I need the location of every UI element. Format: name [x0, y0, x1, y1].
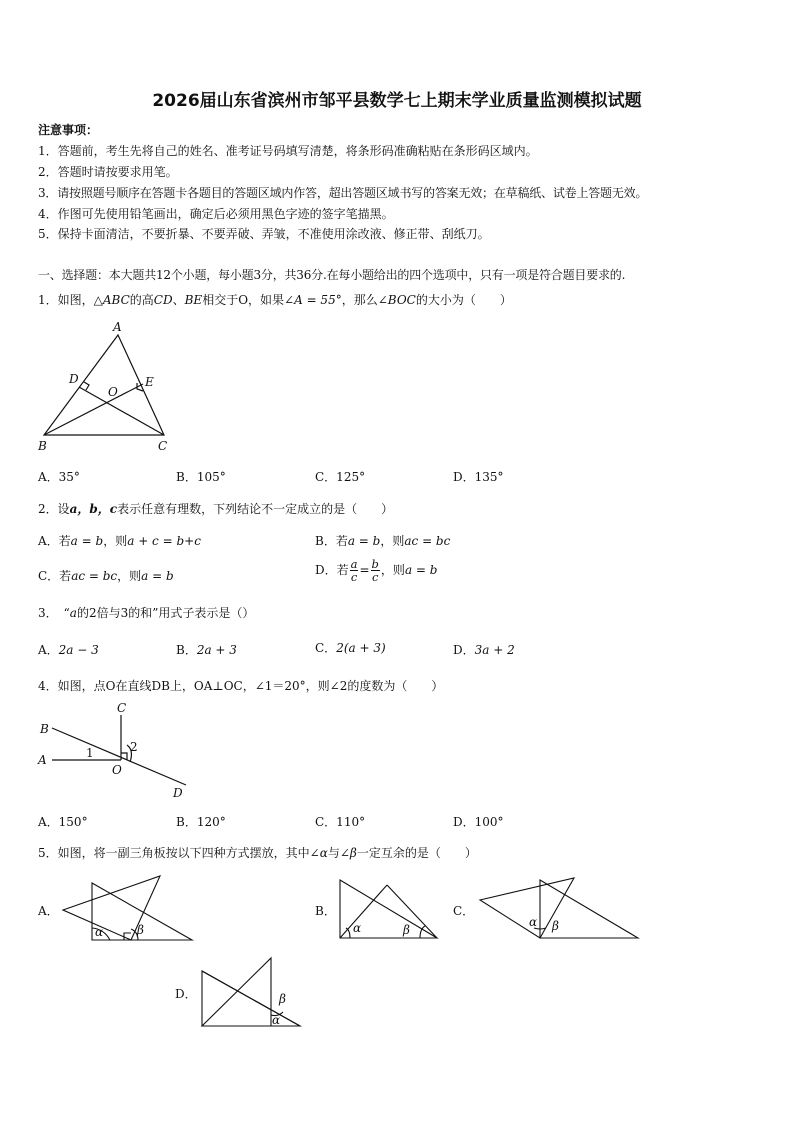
q5b-beta: β: [403, 923, 410, 937]
option-expr: 2(a + 3): [336, 641, 386, 655]
q2-text: 2．设: [38, 502, 70, 516]
q5c-alpha: α: [529, 915, 538, 929]
q4-label-o: O: [112, 763, 122, 777]
q1-text: ，那么: [341, 293, 378, 307]
q5-figure-a: [63, 876, 192, 940]
q1-text: 的高: [129, 293, 154, 307]
question-4-stem: 4．如图，点O在直线DB上，OA⊥OC，∠1＝20°，则∠2的度数为（ ）: [38, 679, 444, 693]
option-label: A．: [38, 643, 59, 657]
fraction-denominator: c: [350, 570, 358, 585]
q2-math: a = b: [141, 569, 174, 583]
q1-math: ∠A = 55°: [284, 293, 342, 307]
q1-text: 、: [172, 293, 185, 307]
q2-text: ，则: [103, 534, 128, 548]
notice-item: 1．答题前，考生先将自己的姓名、准考证号码填写清楚，将条形码准确粘贴在条形码区域内。: [38, 144, 538, 158]
q1-label-a: A: [113, 320, 122, 334]
q1-option-a[interactable]: A．35°: [38, 470, 80, 484]
option-expr: 2a − 3: [58, 643, 99, 657]
option-label: C．: [315, 641, 337, 655]
q1-math: △ABC: [93, 293, 130, 307]
q4-option-a[interactable]: A．150°: [38, 815, 88, 829]
q5-option-b[interactable]: B．: [315, 904, 336, 918]
q5-text: 与: [327, 846, 340, 860]
q4-label-c: C: [117, 701, 127, 715]
notice-item: 2．答题时请按要求用笔。: [38, 165, 178, 179]
q2-math: a = b: [70, 534, 104, 548]
q1-math: ∠BOC: [377, 293, 416, 307]
option-label: D．: [453, 643, 475, 657]
q4-label-2: 2: [130, 740, 138, 754]
q5d-alpha: α: [272, 1013, 281, 1027]
q1-option-d[interactable]: D．135°: [453, 470, 504, 484]
q2-math: =: [359, 563, 370, 578]
q4-option-c[interactable]: C．110°: [315, 815, 366, 829]
q4-label-1: 1: [86, 746, 94, 760]
q2-text: ，则: [117, 569, 142, 583]
notice-item: 4．作图可先使用铅笔画出，确定后必须用黑色字迹的签字笔描黑。: [38, 207, 394, 221]
q1-label-o: O: [108, 385, 118, 399]
option-expr: 3a + 2: [474, 643, 515, 657]
q4-label-b: B: [40, 722, 49, 736]
q1-option-b[interactable]: B．105°: [176, 470, 226, 484]
q2-text: ，则: [380, 534, 405, 548]
q1-math: CD: [153, 293, 173, 307]
q5c-beta: β: [552, 919, 559, 933]
q1-label-b: B: [38, 439, 47, 453]
q1-option-c[interactable]: C．125°: [315, 470, 366, 484]
q4-label-a: A: [38, 753, 47, 767]
q2-math: ac = bc: [71, 569, 118, 583]
q2-math: a = b: [347, 534, 381, 548]
fraction-numerator: a: [350, 557, 358, 571]
q1-label-c: C: [158, 439, 168, 453]
q4-option-d[interactable]: D．100°: [453, 815, 504, 829]
q2-math: a + c = b+c: [127, 534, 201, 548]
q3-text: 3． “: [38, 606, 70, 620]
q2-text: ，则: [380, 563, 405, 578]
q1-text: 相交于O，如果: [202, 293, 285, 307]
option-label: B．: [176, 643, 197, 657]
q5-option-c[interactable]: C．: [453, 904, 475, 918]
q1-label-e: E: [145, 375, 154, 389]
q1-text: 1．如图，: [38, 293, 94, 307]
q5-math: ∠α: [309, 846, 328, 860]
q5b-alpha: α: [353, 921, 362, 935]
q5a-alpha: α: [95, 925, 104, 939]
q5d-beta: β: [279, 992, 286, 1006]
q1-math: BE: [184, 293, 203, 307]
q2-text: D．若: [315, 563, 349, 578]
q2-math: ac = bc: [404, 534, 451, 548]
q2-text: B．若: [315, 534, 348, 548]
q2-math: a = b: [404, 563, 438, 578]
q5-math: ∠β: [339, 846, 357, 860]
fraction-numerator: b: [371, 557, 379, 571]
q5-figure-c: [480, 878, 638, 938]
q4-option-b[interactable]: B．120°: [176, 815, 226, 829]
section-heading: 一、选择题：本大题共12个小题，每小题3分，共36分.在每小题给出的四个选项中，只有一项是符合题目要求的.: [38, 268, 626, 282]
q5-text: 一定互余的是（ ）: [356, 846, 477, 860]
q5a-beta: β: [137, 923, 144, 937]
q4-label-d: D: [173, 786, 183, 800]
q2-text: 表示任意有理数，下列结论不一定成立的是（ ）: [117, 502, 394, 516]
q2-math: a，b，c: [69, 502, 118, 516]
q1-label-d: D: [69, 372, 79, 386]
q5-text: 5．如图，将一副三角板按以下四种方式摆放，其中: [38, 846, 310, 860]
q1-text: 的大小为（ ）: [415, 293, 512, 307]
page-title: 2026届山东省滨州市邹平县数学七上期末学业质量监测模拟试题: [152, 91, 642, 111]
option-expr: 2a + 3: [196, 643, 237, 657]
q3-text: 的2倍与3的和”用式子表示是（）: [76, 606, 255, 620]
q2-text: A．若: [38, 534, 71, 548]
q2-text: C．若: [38, 569, 72, 583]
q5-option-d[interactable]: D．: [175, 987, 197, 1001]
q3-math: a: [69, 606, 77, 620]
fraction-denominator: c: [372, 570, 379, 585]
q5-option-a[interactable]: A．: [38, 904, 59, 918]
notice-item: 3．请按照题号顺序在答题卡各题目的答题区域内作答，超出答题区域书写的答案无效；在草稿纸、试卷上答题无效。: [38, 186, 648, 200]
notice-heading: 注意事项：: [38, 123, 99, 137]
notice-item: 5．保持卡面清洁，不要折暴、不要弄破、弄皱，不准使用涂改液、修正带、刮纸刀。: [38, 227, 490, 241]
